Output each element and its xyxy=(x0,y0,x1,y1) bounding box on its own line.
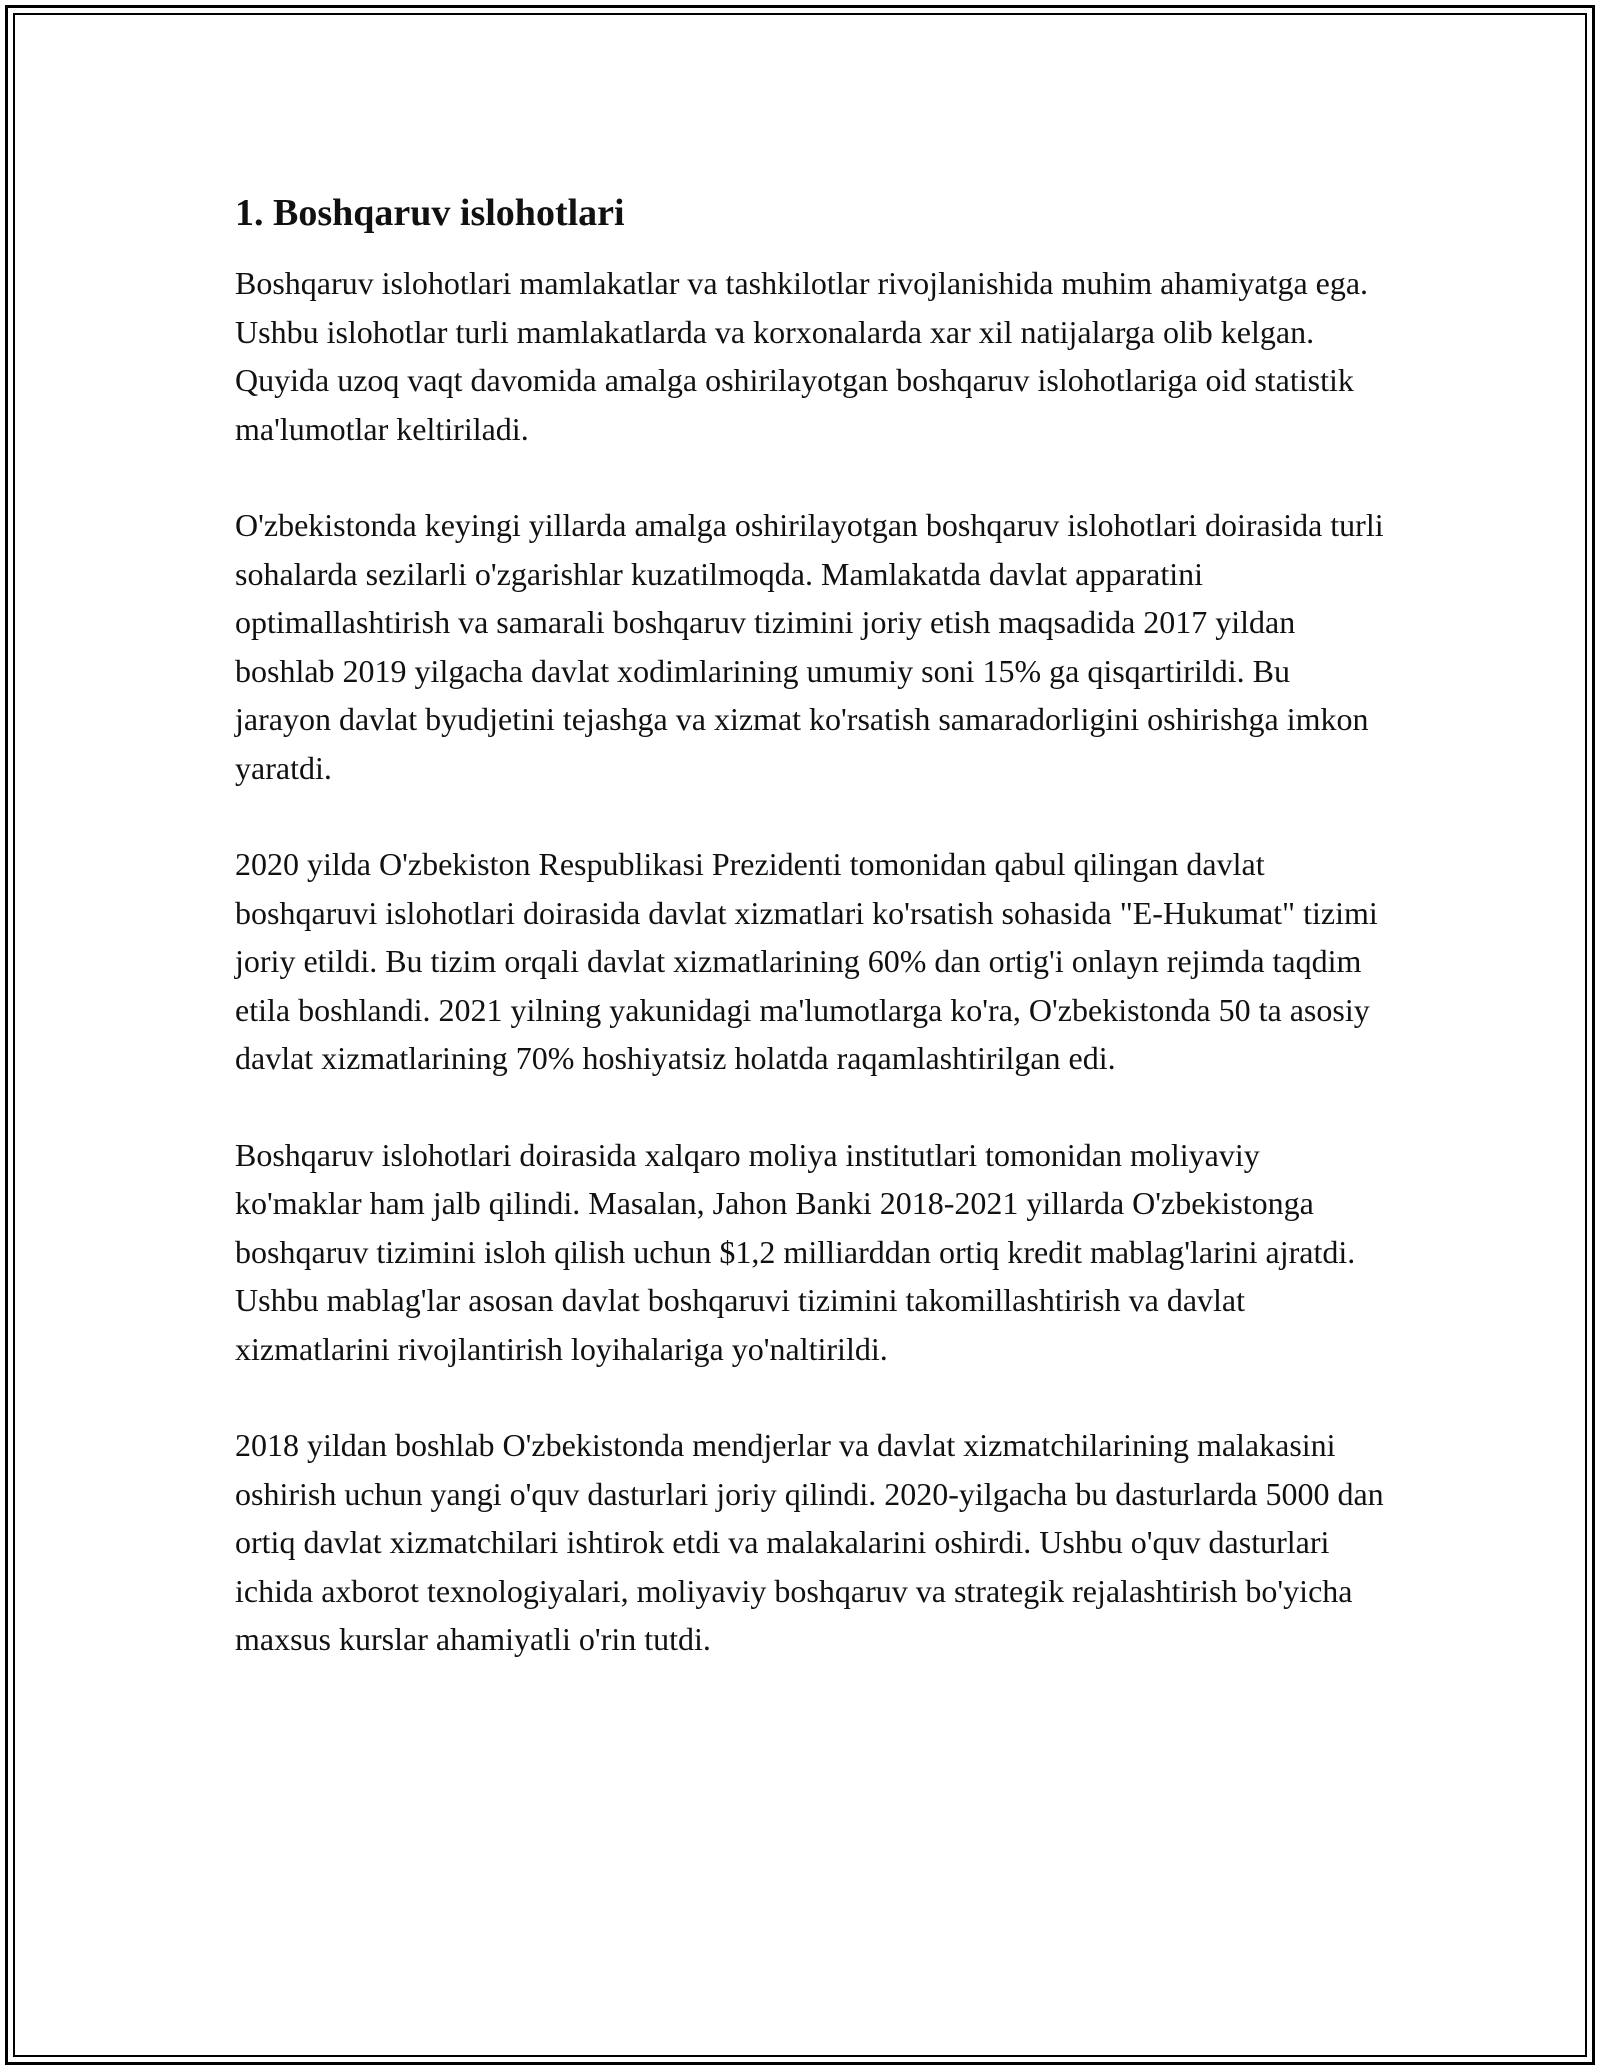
section-heading: 1. Boshqaruv islohotlari xyxy=(235,192,625,234)
paragraph-training: 2018 yildan boshlab O'zbekistonda mendjerlar va davlat xizmatchilarining malakasini oshirish uchun yangi o'quv dasturlari joriy qilindi. 2020-yilgacha bu dasturlarda 5000 dan ortiq davlat xizmatchilari ishtirok etdi va malakalarini oshirdi. Ushbu o'quv dasturlari ichida axborot texnologiyalari, moliyaviy boshqaruv va strategik rejalashtirish bo'yicha maxsus kurslar ahamiyatli o'rin tutdi. xyxy=(235,1427,1384,1657)
paragraph-e-government: 2020 yilda O'zbekiston Respublikasi Prezidenti tomonidan qabul qilingan davlat boshqaruvi islohotlari doirasida davlat xizmatlari ko'rsatish sohasida "E-Hukumat" tizimi joriy etildi. Bu tizim orqali davlat xizmatlarining 60% dan ortig'i onlayn rejimda taqdim etila boshlandi. 2021 yilning yakunidagi ma'lumotlarga ko'ra, O'zbekistonda 50 ta asosiy davlat xizmatlarining 70% hoshiyatsiz holatda raqamlashtirilgan edi. xyxy=(235,846,1378,1076)
paragraph-world-bank: Boshqaruv islohotlari doirasida xalqaro moliya institutlari tomonidan moliyaviy ko'maklar ham jalb qilindi. Masalan, Jahon Banki 2018-2021 yillarda O'zbekistonga boshqaruv tizimini isloh qilish uchun $1,2 milliarddan ortiq kredit mablag'larini ajratdi. Ushbu mablag'lar asosan davlat boshqaruvi tizimini takomillashtirish va davlat xizmatlarini rivojlantirish loyihalariga yo'naltirildi. xyxy=(235,1136,1356,1367)
paragraph-staff-reduction: O'zbekistonda keyingi yillarda amalga oshirilayotgan boshqaruv islohotlari doirasida turli sohalarda sezilarli o'zgarishlar kuzatilmoqda. Mamlakatda davlat apparatini optimallashtirish va samarali boshqaruv tizimini joriy etish maqsadida 2017 yildan boshlab 2019 yilgacha davlat xodimlarining umumiy soni 15% ga qisqartirildi. Bu jarayon davlat byudjetini tejashga va xizmat ko'rsatish samaradorligini oshirishga imkon yaratdi. xyxy=(235,507,1384,786)
paragraph-intro: Boshqaruv islohotlari mamlakatlar va tashkilotlar rivojlanishida muhim ahamiyatga ega. Ushbu islohotlar turli mamlakatlarda va korxonalarda xar xil natijalarga olib kelgan. Quyida uzoq vaqt davomida amalga oshirilayotgan boshqaruv islohotlariga oid statistik ma'lumotlar keltiriladi. xyxy=(235,265,1369,447)
document-body xyxy=(235,188,1385,1712)
